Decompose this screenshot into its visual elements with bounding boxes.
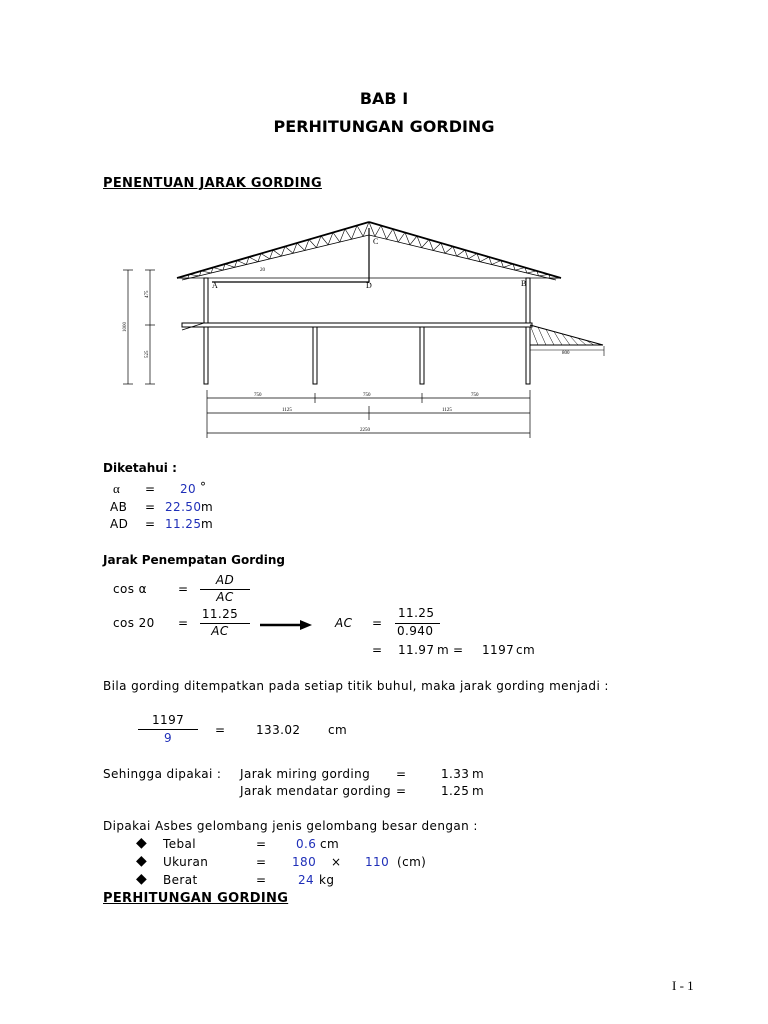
section-heading-spacing: PENENTUAN JARAK GORDING bbox=[103, 176, 322, 191]
section-heading-calculation: PERHITUNGAN GORDING bbox=[103, 891, 289, 906]
result-unit-cm: cm bbox=[516, 643, 536, 657]
point-c-label: C bbox=[373, 237, 379, 246]
ac-num: 11.25 bbox=[398, 606, 435, 620]
used-unit-mendatar: m bbox=[472, 784, 485, 798]
main-title: PERHITUNGAN GORDING bbox=[273, 117, 495, 136]
result-eq-2: = bbox=[453, 643, 464, 657]
ac-lhs: AC bbox=[335, 616, 353, 630]
dim-h-total: 1000 bbox=[123, 322, 128, 332]
dim-bay-2: 750 bbox=[363, 393, 371, 398]
given-symbol-ad: AD bbox=[110, 517, 129, 531]
result-eq: = bbox=[372, 643, 383, 657]
cos-alpha-num: AD bbox=[215, 573, 235, 587]
point-a-label: A bbox=[212, 281, 218, 290]
used-eq-mendatar: = bbox=[396, 784, 407, 798]
cos-alpha-lhs: cos α bbox=[113, 582, 147, 596]
division-eq: = bbox=[215, 723, 226, 737]
asbes-name-ukuran: Ukuran bbox=[163, 855, 209, 869]
asbes-eq-berat: = bbox=[256, 873, 267, 887]
given-value-ad: 11.25 bbox=[165, 517, 202, 531]
point-d-label: D bbox=[366, 281, 372, 290]
point-b-label: B bbox=[521, 279, 527, 288]
asbes-name-tebal: Tebal bbox=[163, 837, 196, 851]
dim-h-upper: 475 bbox=[145, 290, 150, 298]
division-value: 133.02 bbox=[256, 723, 301, 737]
roof-truss-diagram bbox=[110, 215, 620, 445]
cos-20-num: 11.25 bbox=[201, 607, 239, 621]
asbes-times: × bbox=[331, 855, 342, 869]
spacing-heading: Jarak Penempatan Gording bbox=[103, 553, 285, 567]
given-unit-ab: m bbox=[201, 500, 214, 514]
given-eq-1: = bbox=[145, 482, 156, 496]
dim-overhang: 800 bbox=[562, 351, 570, 356]
asbes-value-ukuran: 180 bbox=[292, 855, 317, 869]
dim-total: 2250 bbox=[360, 428, 370, 433]
sentence-gording-spacing: Bila gording ditempatkan pada setiap titik buhul, maka jarak gording menjadi : bbox=[103, 679, 609, 693]
used-name-miring: Jarak miring gording bbox=[240, 767, 371, 781]
diamond-bullet-icon: ◆ bbox=[136, 871, 147, 887]
arrow-right-icon bbox=[258, 618, 314, 632]
asbes-eq-ukuran: = bbox=[256, 855, 267, 869]
cos-20-eq: = bbox=[178, 616, 189, 630]
asbes-value-berat: 24 bbox=[298, 873, 315, 887]
alpha-label: 20 bbox=[260, 268, 265, 273]
cos-20-lhs: cos 20 bbox=[113, 616, 155, 630]
page-number: I - 1 bbox=[672, 978, 694, 993]
given-value-alpha: 20 bbox=[180, 482, 197, 496]
given-unit-alpha: ° bbox=[200, 480, 207, 494]
cos-alpha-den: AC bbox=[216, 590, 234, 604]
given-unit-ad: m bbox=[201, 517, 214, 531]
dim-half-2: 1125 bbox=[442, 408, 452, 413]
asbes-unit-berat: kg bbox=[319, 873, 335, 887]
ac-den: 0.940 bbox=[397, 624, 434, 638]
dim-h-lower: 525 bbox=[145, 350, 150, 358]
used-value-mendatar: 1.25 bbox=[441, 784, 470, 798]
diamond-bullet-icon: ◆ bbox=[136, 853, 147, 869]
cos-20-den: AC bbox=[211, 624, 229, 638]
result-value-cm: 1197 bbox=[482, 643, 515, 657]
used-value-miring: 1.33 bbox=[441, 767, 470, 781]
asbes-value2-ukuran: 110 bbox=[365, 855, 390, 869]
asbes-eq-tebal: = bbox=[256, 837, 267, 851]
asbes-value-tebal: 0.6 bbox=[296, 837, 317, 851]
division-num: 1197 bbox=[152, 713, 185, 727]
result-unit-m: m bbox=[437, 643, 450, 657]
diamond-bullet-icon: ◆ bbox=[136, 835, 147, 851]
used-unit-miring: m bbox=[472, 767, 485, 781]
asbes-name-berat: Berat bbox=[163, 873, 198, 887]
given-heading: Diketahui : bbox=[103, 461, 177, 475]
cos-alpha-eq: = bbox=[178, 582, 189, 596]
used-eq-miring: = bbox=[396, 767, 407, 781]
dim-bay-3: 750 bbox=[471, 393, 479, 398]
given-value-ab: 22.50 bbox=[165, 500, 202, 514]
ac-eq: = bbox=[372, 616, 383, 630]
division-fraction-bar bbox=[138, 729, 198, 730]
asbes-unit-ukuran: (cm) bbox=[397, 855, 427, 869]
given-eq-3: = bbox=[145, 517, 156, 531]
used-label: Sehingga dipakai : bbox=[103, 767, 222, 781]
asbes-intro: Dipakai Asbes gelombang jenis gelombang besar dengan : bbox=[103, 819, 478, 833]
dim-half-1: 1125 bbox=[282, 408, 292, 413]
division-den: 9 bbox=[164, 731, 173, 745]
dim-bay-1: 750 bbox=[254, 393, 262, 398]
given-symbol-alpha: α bbox=[113, 481, 121, 496]
division-unit: cm bbox=[328, 723, 348, 737]
used-name-mendatar: Jarak mendatar gording bbox=[240, 784, 392, 798]
given-eq-2: = bbox=[145, 500, 156, 514]
given-symbol-ab: AB bbox=[110, 500, 128, 514]
result-value-m: 11.97 bbox=[398, 643, 435, 657]
asbes-unit-tebal: cm bbox=[320, 837, 340, 851]
chapter-title: BAB I bbox=[359, 89, 409, 108]
